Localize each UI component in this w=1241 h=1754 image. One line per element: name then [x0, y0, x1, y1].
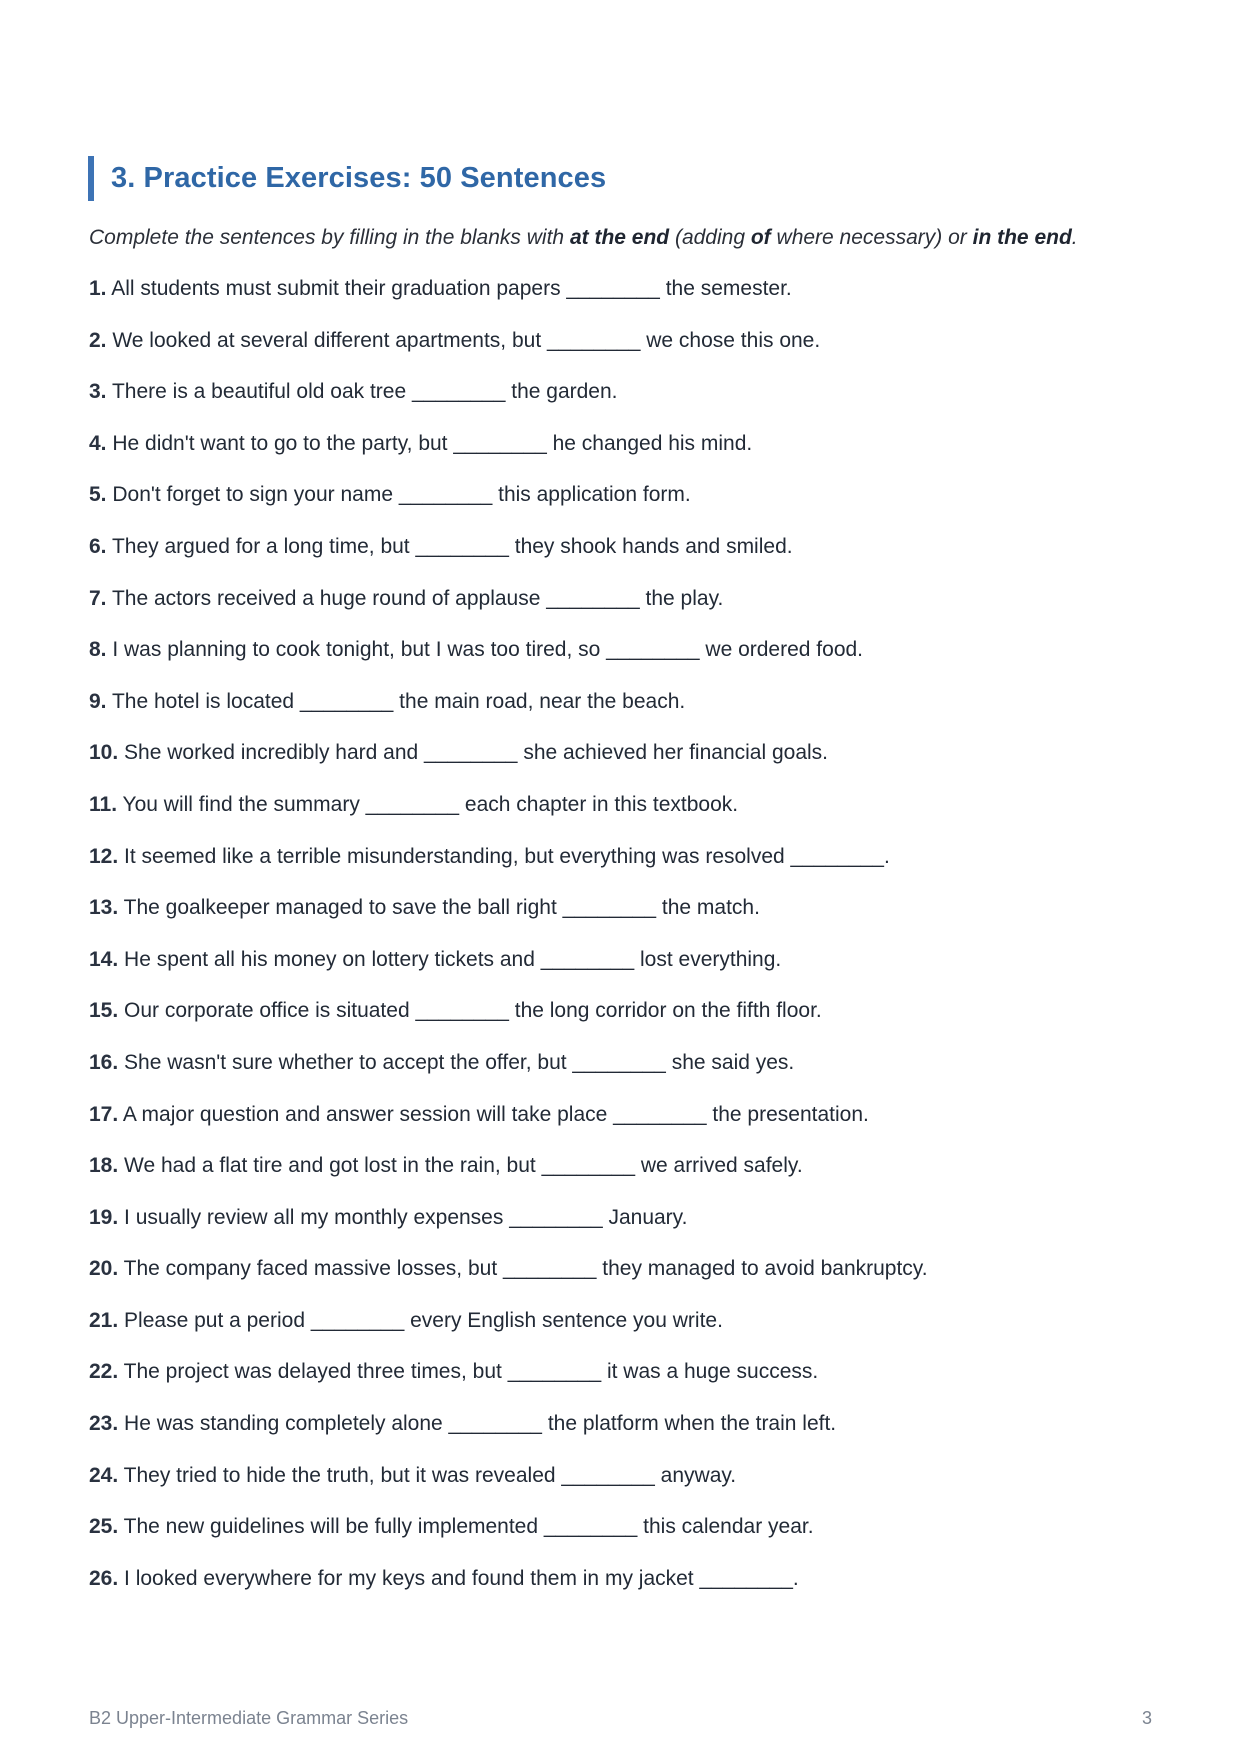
- exercise-sentence: The actors received a huge round of applause ________ the play.: [106, 586, 724, 610]
- exercise-sentence: We had a flat tire and got lost in the rain, but ________ we arrived safely.: [118, 1154, 803, 1178]
- exercise-item: [89, 689, 928, 741]
- exercise-sentence: He was standing completely alone ________ the platform when the train left.: [118, 1412, 837, 1436]
- exercise-number: 7.: [89, 586, 107, 610]
- exercise-sentence: I looked everywhere for my keys and found them in my jacket ________.: [118, 1566, 799, 1590]
- exercise-item: [89, 1050, 928, 1102]
- exercise-sentence: The hotel is located ________ the main road, near the beach.: [106, 689, 686, 713]
- exercise-sentence: There is a beautiful old oak tree ________ the garden.: [106, 380, 618, 404]
- exercise-sentence: Our corporate office is situated ________ the long corridor on the fifth floor.: [118, 999, 822, 1023]
- exercise-item: [89, 637, 928, 689]
- instructions-bold-in-the-end: in the end: [972, 226, 1072, 249]
- exercise-number: 26.: [89, 1566, 119, 1590]
- instructions-text-2: (adding: [669, 226, 751, 249]
- exercise-sentence: The company faced massive losses, but ________ they managed to avoid bankruptcy.: [118, 1257, 928, 1281]
- exercise-item: [89, 1102, 928, 1154]
- exercise-sentence: The new guidelines will be fully implemented ________ this calendar year.: [118, 1515, 814, 1539]
- exercise-list: [89, 276, 928, 1617]
- exercise-number: 14.: [89, 947, 119, 971]
- instructions-text-1: Complete the sentences by filling in the blanks with: [89, 226, 570, 249]
- exercise-number: 9.: [89, 689, 107, 713]
- exercise-number: 25.: [89, 1515, 119, 1539]
- exercise-sentence: Don't forget to sign your name ________ this application form.: [106, 483, 691, 507]
- instructions: [89, 226, 1169, 250]
- exercise-sentence: The goalkeeper managed to save the ball right ________ the match.: [118, 896, 760, 920]
- exercise-item: [89, 534, 928, 586]
- exercise-number: 20.: [89, 1257, 119, 1281]
- exercise-number: 22.: [89, 1360, 119, 1384]
- exercise-sentence: You will find the summary ________ each chapter in this textbook.: [117, 792, 739, 816]
- exercise-item: [89, 1411, 928, 1463]
- exercise-item: [89, 431, 928, 483]
- exercise-number: 17.: [89, 1102, 119, 1126]
- exercise-number: 1.: [89, 277, 107, 300]
- exercise-sentence: All students must submit their graduation papers ________ the semester.: [106, 277, 792, 300]
- exercise-item: [89, 792, 928, 844]
- exercise-item: [89, 1308, 928, 1360]
- exercise-number: 8.: [89, 638, 107, 662]
- exercise-item: [89, 379, 928, 431]
- instructions-text-4: .: [1071, 226, 1078, 249]
- exercise-item: [89, 947, 928, 999]
- exercise-number: 19.: [89, 1205, 119, 1229]
- exercise-number: 10.: [89, 741, 119, 765]
- exercise-number: 2.: [89, 328, 107, 352]
- exercise-item: [89, 1256, 928, 1308]
- exercise-number: 4.: [89, 431, 107, 455]
- exercise-item: [89, 1205, 928, 1257]
- instructions-bold-of: of: [750, 226, 771, 249]
- exercise-number: 6.: [89, 534, 107, 558]
- footer-series-title: B2 Upper-Intermediate Grammar Series: [89, 1708, 409, 1728]
- exercise-sentence: She wasn't sure whether to accept the offer, but ________ she said yes.: [118, 1050, 795, 1074]
- exercise-sentence: We looked at several different apartments, but ________ we chose this one.: [106, 328, 821, 352]
- exercise-sentence: I usually review all my monthly expenses ________ January.: [118, 1205, 688, 1229]
- exercise-number: 18.: [89, 1154, 119, 1178]
- exercise-item: [89, 1566, 928, 1618]
- exercise-sentence: It seemed like a terrible misunderstanding, but everything was resolved ________.: [118, 844, 890, 868]
- exercise-number: 13.: [89, 896, 119, 920]
- exercise-item: [89, 586, 928, 638]
- exercise-item: [89, 740, 928, 792]
- exercise-sentence: She worked incredibly hard and ________ she achieved her financial goals.: [118, 741, 829, 765]
- exercise-number: 23.: [89, 1412, 119, 1436]
- exercise-item: [89, 998, 928, 1050]
- exercise-number: 24.: [89, 1463, 119, 1487]
- exercise-number: 5.: [89, 483, 107, 507]
- exercise-sentence: I was planning to cook tonight, but I was too tired, so ________ we ordered food.: [106, 638, 864, 662]
- exercise-sentence: The project was delayed three times, but ________ it was a huge success.: [118, 1360, 819, 1384]
- exercise-number: 11.: [89, 792, 118, 816]
- instructions-bold-at-the-end: at the end: [569, 226, 670, 249]
- exercise-sentence: He spent all his money on lottery tickets and ________ lost everything.: [118, 947, 782, 971]
- exercise-sentence: A major question and answer session will take place ________ the presentation.: [118, 1102, 869, 1126]
- exercise-number: 21.: [89, 1308, 119, 1332]
- exercise-item: [89, 328, 928, 380]
- exercise-sentence: They argued for a long time, but ________ they shook hands and smiled.: [106, 534, 793, 558]
- exercise-item: [89, 844, 928, 896]
- exercise-item: [89, 1514, 928, 1566]
- exercise-item: [89, 276, 928, 328]
- exercise-item: [89, 482, 928, 534]
- exercise-item: [89, 1359, 928, 1411]
- section-title: 3. Practice Exercises: 50 Sentences: [111, 162, 607, 194]
- exercise-item: [89, 895, 928, 947]
- exercise-number: 3.: [89, 380, 107, 404]
- exercise-sentence: They tried to hide the truth, but it was revealed ________ anyway.: [118, 1463, 737, 1487]
- instructions-text-3: where necessary) or: [770, 226, 973, 249]
- section-heading: [88, 156, 606, 201]
- exercise-item: [89, 1463, 928, 1515]
- exercise-sentence: He didn't want to go to the party, but ________ he changed his mind.: [106, 431, 753, 455]
- exercise-sentence: Please put a period ________ every English sentence you write.: [118, 1308, 723, 1332]
- exercise-number: 16.: [89, 1050, 119, 1074]
- exercise-number: 12.: [89, 844, 119, 868]
- footer-page-number: 3: [1141, 1708, 1152, 1728]
- exercise-number: 15.: [89, 999, 119, 1023]
- exercise-item: [89, 1153, 928, 1205]
